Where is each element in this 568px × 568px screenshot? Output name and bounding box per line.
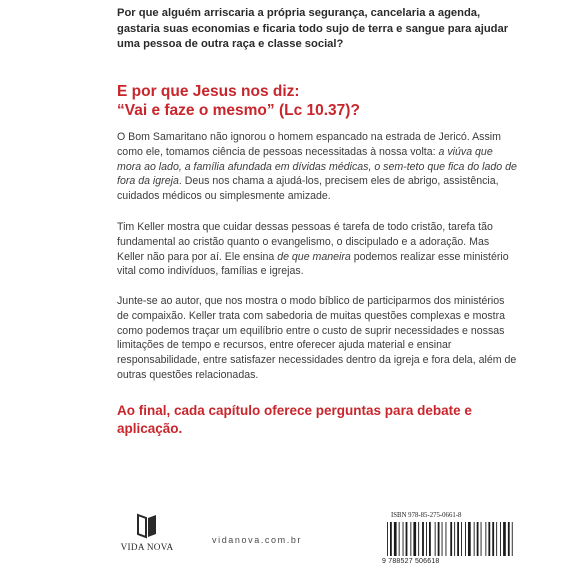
headline — [117, 82, 517, 120]
publisher-logo — [117, 512, 177, 562]
barcode — [385, 522, 520, 556]
p2-text-a: Tim Keller mostra que cuidar dessas pessoas é tarefa de todo cristão, tarefa tão fundamental ao cristão quanto o evangelismo, o discipulado e a adoração. Mas Keller não para por aí. Ele ensina — [117, 221, 493, 263]
barcode-block — [382, 512, 522, 568]
p2-text-c: podemos realizar esse ministério vital como indivíduos, famílias e igrejas. — [117, 250, 509, 278]
paragraph-tim-keller — [117, 220, 517, 279]
publisher-website: vidanova.com.br — [212, 535, 303, 545]
publisher-name: VIDA NOVA — [120, 542, 174, 552]
closing-statement: Ao final, cada capítulo oferece perguntas para debate e aplicação. — [117, 403, 472, 436]
p1-text-a: O Bom Samaritano não ignorou o homem espancado na estrada de Jericó. Assim como ele, tomamos ciência de pessoas necessitadas à nossa volta: — [117, 131, 501, 158]
headline-line-2: “Vai e faze o mesmo” (Lc 10.37)? — [117, 102, 360, 119]
book-icon — [135, 512, 159, 540]
headline-line-1: E por que Jesus nos diz: — [117, 83, 300, 100]
barcode-digits: 9 788527 506618 — [382, 558, 440, 565]
p2-italic: de que maneira — [277, 250, 351, 263]
paragraph-good-samaritan — [117, 130, 517, 204]
p1-italic: a viúva que mora ao lado, a família afundada em dívidas médicas, o sem-teto que fica do lado de fora da igreja — [117, 145, 517, 188]
paragraph-join-author: Junte-se ao autor, que nos mostra o modo bíblico de participarmos dos ministérios de compaixão. Keller trata com sabedoria de muitas questões complexas e mostra como podemos traçar um equilíbrio entre o custo de suprir necessidades e nossas limitações de tempo e recursos, entre oferecer ajuda material e ensinar responsabilidade, entre satisfazer necessidades dentro da igreja e fora dela, além de outras questões relacionadas. — [117, 295, 517, 381]
isbn-label: ISBN 978-85-275-0661-8 — [391, 512, 462, 519]
intro-question: Por que alguém arriscaria a própria segurança, cancelaria a agenda, gastaria suas economias e ficaria todo sujo de terra e sangue para ajudar uma pessoa de outra raça e classe social? — [117, 7, 509, 50]
p1-text-c: . Deus nos chama a ajudá-los, precisem eles de abrigo, assistência, cuidados médicos ou simplesmente amizade. — [117, 175, 499, 203]
